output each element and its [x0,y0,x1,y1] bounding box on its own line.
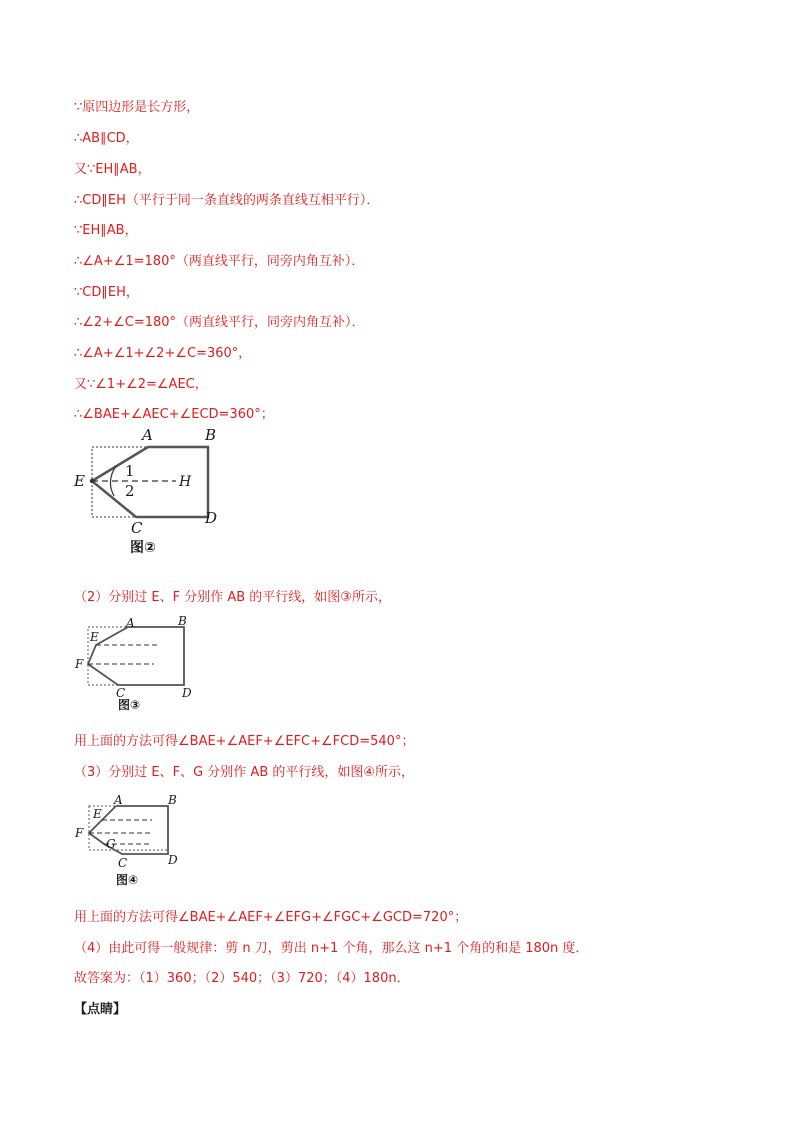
fig4-label-a: A [114,793,123,807]
fig2-label-e: E [74,472,85,490]
proof-line-8: ∴∠2+∠C=180°（两直线平行，同旁内角互补）． [74,315,365,330]
fig3-label-b: B [178,614,187,628]
step-4-text: （4）由此可得一般规律：剪 n 刀，剪出 n+1 个角，那么这 n+1 个角的和是 180n 度． [74,941,589,956]
fig2-angle-2: 2 [125,482,135,500]
fig4-label-c: C [118,856,128,870]
step-3-text: （3）分别过 E、F、G 分别作 AB 的平行线，如图④所示， [74,765,415,780]
proof-line-11: ∴∠BAE+∠AEC+∠ECD=360°； [74,407,274,422]
fig3-caption: 图③ [118,698,141,712]
fig2-label-d: D [205,509,218,527]
fig2-label-a: A [142,426,153,444]
fig4-caption: 图④ [116,873,139,887]
fig3-label-f: F [75,657,84,671]
fig2-label-h: H [179,474,192,490]
proof-line-2: ∴AB∥CD， [74,131,139,146]
proof-line-9: ∴∠A+∠1+∠2+∠C=360°， [74,346,252,361]
fig4-label-e: E [93,807,102,821]
fig4-label-d: D [168,853,178,867]
result-2-text: 用上面的方法可得∠BAE+∠AEF+∠EFC+∠FCD=540°； [74,734,415,749]
fig4-label-f: F [75,826,84,840]
step-2-text: （2）分别过 E、F 分别作 AB 的平行线，如图③所示， [74,590,391,605]
fig2-caption: 图② [130,540,156,556]
fig3-label-c: C [116,686,126,700]
figure-4 [74,792,189,888]
figure-3 [74,614,204,712]
fig2-label-b: B [205,426,217,444]
proof-line-4: ∴CD∥EH（平行于同一条直线的两条直线互相平行）． [74,193,380,208]
proof-line-10: 又∵∠1+∠2=∠AEC， [74,377,208,392]
fig3-label-e: E [90,630,99,644]
figure-2 [72,425,222,555]
proof-line-7: ∵CD∥EH， [74,285,139,300]
proof-line-6: ∴∠A+∠1=180°（两直线平行，同旁内角互补）． [74,254,365,269]
proof-line-5: ∵EH∥AB， [74,223,138,238]
fig2-angle-1: 1 [125,462,135,480]
fig4-label-b: B [168,793,177,807]
fig4-label-g: G [106,837,116,851]
fig3-label-d: D [182,686,192,700]
proof-line-3: 又∵EH∥AB， [74,162,151,177]
result-3-text: 用上面的方法可得∠BAE+∠AEF+∠EFG+∠FGC+∠GCD=720°； [74,910,468,925]
fig3-label-a: A [126,616,135,630]
comment-heading: 【点睛】 [74,1002,127,1017]
fig2-label-c: C [131,519,143,537]
answer-text: 故答案为：（1）360；（2）540；（3）720；（4）180n． [74,971,410,986]
proof-line-1: ∵原四边形是长方形， [74,100,200,115]
